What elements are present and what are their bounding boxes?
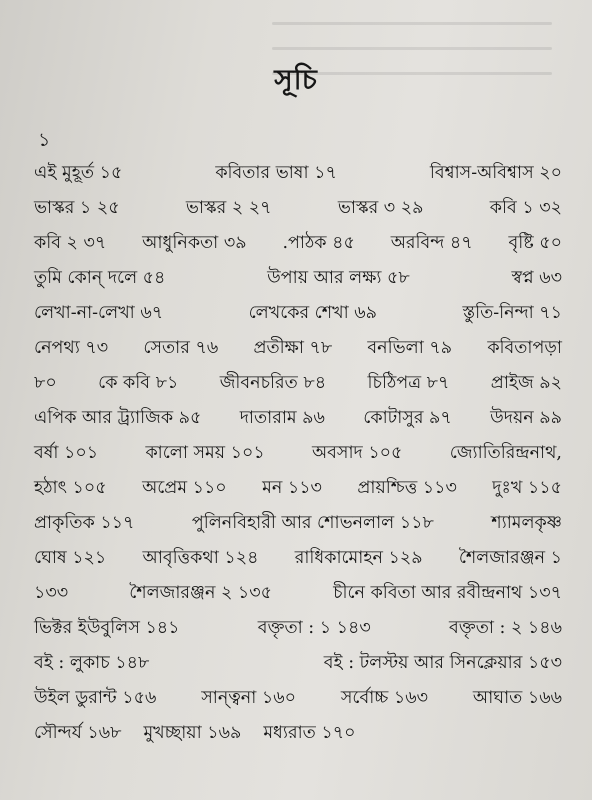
toc-entry: দাতারাম ৯৬ xyxy=(239,408,325,428)
toc-entry: সৌন্দর্য ১৬৮ xyxy=(34,723,122,743)
toc-entry: কবিতার ভাষা ১৭ xyxy=(215,163,337,183)
toc-entry: প্রাকৃতিক ১১৭ xyxy=(34,513,135,533)
table-of-contents xyxy=(34,156,562,751)
toc-entry: উদয়ন ৯৯ xyxy=(490,408,562,428)
toc-entry: শ্যামলকৃষ্ণ xyxy=(491,513,562,533)
toc-entry: জ্যোতিরিন্দ্রনাথ, xyxy=(449,443,562,463)
toc-entry: চিঠিপত্র ৮৭ xyxy=(367,373,450,393)
toc-entry: নেপথ্য ৭৩ xyxy=(34,338,109,358)
toc-line xyxy=(34,611,562,646)
toc-line xyxy=(34,716,562,751)
toc-entry: কোটাসুর ৯৭ xyxy=(363,408,452,428)
toc-line xyxy=(34,681,562,716)
toc-entry: প্রাইজ ৯২ xyxy=(490,373,562,393)
toc-entry: কবি ১ ৩২ xyxy=(489,198,562,218)
toc-entry: উইল ডুরান্ট ১৫৬ xyxy=(34,688,157,708)
toc-line xyxy=(34,331,562,366)
toc-line xyxy=(34,646,562,681)
toc-entry: চীনে কবিতা আর রবীন্দ্রনাথ ১৩৭ xyxy=(333,583,562,603)
toc-entry: কে কবি ৮১ xyxy=(98,373,179,393)
toc-line xyxy=(34,436,562,471)
toc-entry: কালো সময় ১০১ xyxy=(145,443,265,463)
toc-entry: স্বপ্ন ৬৩ xyxy=(511,268,562,288)
toc-entry: আবৃত্তিকথা ১২৪ xyxy=(142,548,259,568)
toc-line xyxy=(34,261,562,296)
toc-entry: স্তুতি-নিন্দা ৭১ xyxy=(462,303,562,323)
toc-entry: সর্বোচ্চ ১৬৩ xyxy=(340,688,428,708)
toc-entry: ভিক্টর ইউবুলিস ১৪১ xyxy=(34,618,180,638)
toc-line xyxy=(34,576,562,611)
toc-entry: বিশ্বাস-অবিশ্বাস ২০ xyxy=(429,163,562,183)
toc-entry: কবি ২ ৩৭ xyxy=(34,233,107,253)
toc-entry: বই : লুকাচ ১৪৮ xyxy=(34,653,150,673)
toc-entry: আধুনিকতা ৩৯ xyxy=(142,233,247,253)
toc-line xyxy=(34,506,562,541)
section-number: ১ xyxy=(38,129,51,151)
page-title: সূচি xyxy=(274,63,318,96)
toc-entry: এপিক আর ট্র্যাজিক ৯৫ xyxy=(34,408,202,428)
toc-entry: বই : টলস্টয় আর সিনক্লেয়ার ১৫৩ xyxy=(323,653,562,673)
toc-entry: ভাস্কর ১ ২৫ xyxy=(34,198,120,218)
toc-entry: পুলিনবিহারী আর শোভনলাল ১১৮ xyxy=(191,513,434,533)
toc-entry: ৮০ xyxy=(34,373,57,393)
toc-line xyxy=(34,191,562,226)
toc-entry: তুমি কোন্ দলে ৫৪ xyxy=(34,268,166,288)
toc-entry: উপায় আর লক্ষ্য ৫৮ xyxy=(267,268,410,288)
toc-entry: মন ১১৩ xyxy=(262,478,322,498)
toc-entry: জীবনচরিত ৮৪ xyxy=(219,373,327,393)
toc-entry: অপ্রেম ১১০ xyxy=(142,478,227,498)
toc-entry: সান্ত্বনা ১৬০ xyxy=(201,688,296,708)
toc-entry: লেখকের শেখা ৬৯ xyxy=(248,303,377,323)
toc-entry: বৃষ্টি ৫০ xyxy=(508,233,562,253)
toc-entry: মধ্যরাত ১৭০ xyxy=(263,723,356,743)
toc-entry: কবিতাপড়া xyxy=(487,338,562,358)
toc-entry: বনভিলা ৭৯ xyxy=(367,338,453,358)
toc-entry: বক্তৃতা : ১ ১৪৩ xyxy=(257,618,371,638)
toc-entry: দুঃখ ১১৫ xyxy=(492,478,562,498)
toc-entry: ভাস্কর ২ ২৭ xyxy=(185,198,272,218)
toc-entry: এই মুহূর্ত ১৫ xyxy=(34,163,123,183)
toc-entry: ভাস্কর ৩ ২৯ xyxy=(337,198,424,218)
toc-entry: মুখচ্ছায়া ১৬৯ xyxy=(143,723,242,743)
toc-entry: প্রায়শ্চিত্ত ১১৩ xyxy=(357,478,457,498)
toc-entry: রাধিকামোহন ১২৯ xyxy=(294,548,423,568)
toc-line xyxy=(34,156,562,191)
toc-entry: লেখা-না-লেখা ৬৭ xyxy=(34,303,164,323)
toc-entry: প্রতীক্ষা ৭৮ xyxy=(253,338,333,358)
toc-line xyxy=(34,296,562,331)
toc-line xyxy=(34,226,562,261)
toc-entry: ঘোষ ১২১ xyxy=(34,548,107,568)
toc-entry: সেতার ৭৬ xyxy=(143,338,219,358)
toc-entry: বক্তৃতা : ২ ১৪৬ xyxy=(449,618,562,638)
toc-line xyxy=(34,541,562,576)
toc-entry: আঘাত ১৬৬ xyxy=(472,688,562,708)
toc-entry: অরবিন্দ ৪৭ xyxy=(390,233,473,253)
toc-entry: শৈলজারঞ্জন ২ ১৩৫ xyxy=(129,583,273,603)
toc-line xyxy=(34,471,562,506)
toc-entry: বর্ষা ১০১ xyxy=(34,443,99,463)
toc-line xyxy=(34,366,562,401)
toc-entry: হঠাৎ ১০৫ xyxy=(34,478,107,498)
toc-entry: .পাঠক ৪৫ xyxy=(282,233,355,253)
toc-entry: অবসাদ ১০৫ xyxy=(312,443,403,463)
toc-entry: শৈলজারঞ্জন ১ xyxy=(458,548,562,568)
toc-entry: ১৩৩ xyxy=(34,583,69,603)
toc-line xyxy=(34,401,562,436)
